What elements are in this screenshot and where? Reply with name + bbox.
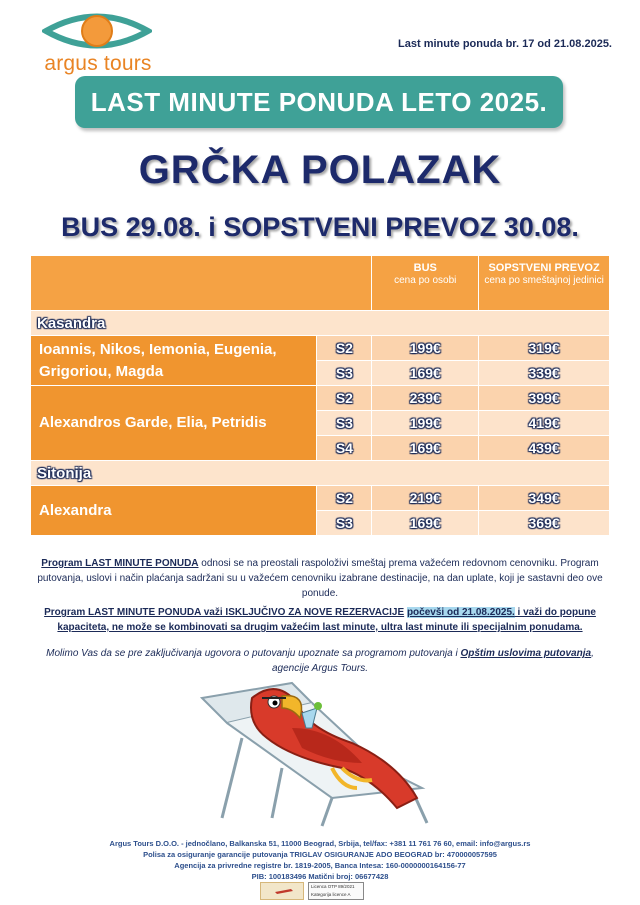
terms-note-a: Molimo Vas da se pre zaključivanja ugovora o putovanju upoznate sa programom putovanja i [46,648,461,659]
terms-note-c: , agencije Argus Tours. [272,648,594,674]
region-name: Sitonija [31,461,610,486]
region-name: Kasandra [31,311,610,336]
room-type: S2 [317,386,372,411]
own-header-sub: cena po smeštajnoj jedinici [484,275,604,286]
company-footer [30,838,610,882]
room-type: S3 [317,511,372,536]
own-price: 319€ [479,336,610,361]
own-price: 419€ [479,411,610,436]
footer-tax-id: PIB: 100183496 Matični broj: 06677428 [251,872,389,881]
bus-header-label: BUS [413,262,437,274]
argus-tours-logo [28,10,158,74]
validity-note-b: i važi do popune kapaciteta, ne može se kombinovati sa drugim važećim last minute, ultra last minute ili specijalnim ponudama. [57,607,596,633]
otp-license-category: Kategorija licence A [311,891,351,897]
room-type: S2 [317,336,372,361]
room-type: S2 [317,486,372,511]
table-header-row [31,256,610,311]
bus-price: 199€ [372,336,479,361]
iata-plane-icon [261,886,305,896]
room-type: S3 [317,411,372,436]
own-price: 439€ [479,436,610,461]
table-row [31,336,610,361]
departure-subtitle: BUS 29.08. i SOPSTVENI PREVOZ 30.08. [61,212,579,242]
eye-logo-icon [42,10,152,52]
bus-price: 219€ [372,486,479,511]
own-header-label: SOPSTVENI PREVOZ [488,262,600,274]
validity-note [30,605,610,635]
otp-license-badge [308,882,364,900]
hotel-group: Ioannis, Nikos, Iemonia, Eugenia, Grigoriou, Magda [31,336,317,386]
offer-banner: LAST MINUTE PONUDA LETO 2025. [75,76,563,128]
own-price: 339€ [479,361,610,386]
program-note-text: odnosi se na preostali raspoloživi smeštaj prema važećem redovnom cenovniku. Program putovanja, uslovi i način plaćanja sadržani su u važećem cenovniku izabrane destinacije, na dan uplate, koji je sastavni deo ove ponude. [37,558,603,599]
hotel-group: Alexandros Garde, Elia, Petridis [31,386,317,461]
bus-price: 169€ [372,436,479,461]
table-row [31,486,610,511]
bus-header-sub: cena po osobi [394,275,457,286]
footer-address: Argus Tours D.O.O. - jednočlano, Balkanska 51, 11000 Beograd, Srbija, tel/fax: +381 11 761 76 60, email: info@argus.rs [109,839,531,848]
program-name: Program LAST MINUTE PONUDA [41,558,199,569]
certification-badges [260,882,380,902]
room-type: S3 [317,361,372,386]
bus-price: 169€ [372,361,479,386]
room-type: S4 [317,436,372,461]
region-row [31,311,610,336]
footer-registry: Agencija za privredne registre br. 1819-2005, Banca Intesa: 160-0000000164156-77 [174,861,466,870]
terms-link[interactable]: Opštim uslovima putovanja [460,648,592,659]
hotel-group: Alexandra [31,486,317,536]
own-price: 369€ [479,511,610,536]
footer-insurance: Polisa za osiguranje garancije putovanja TRIGLAV OSIGURANJE ADO BEOGRAD br: 470000057595 [143,850,497,859]
offer-reference: Last minute ponuda br. 17 od 21.08.2025. [398,38,612,50]
price-table [30,255,610,536]
own-transport-column-header [479,256,610,311]
bus-price: 169€ [372,511,479,536]
otp-license-number: Licenca OTP 89/2021 [311,884,355,889]
bus-price: 239€ [372,386,479,411]
region-row [31,461,610,486]
own-price: 349€ [479,486,610,511]
bus-column-header [372,256,479,311]
page-title: GRČKA POLAZAK [138,148,502,192]
own-price: 399€ [479,386,610,411]
validity-note-a: Program LAST MINUTE PONUDA važi ISKLJUČIVO ZA NOVE REZERVACIJE [44,607,405,618]
iata-badge [260,882,304,900]
table-row [31,386,610,411]
parrot-lounger-illustration [182,668,462,828]
program-note [30,556,610,601]
bus-price: 199€ [372,411,479,436]
header-blank-cell [31,256,372,311]
logo-brand-text: argus tours [44,52,152,75]
validity-date-highlight: počevši od 21.08.2025. [406,607,515,618]
